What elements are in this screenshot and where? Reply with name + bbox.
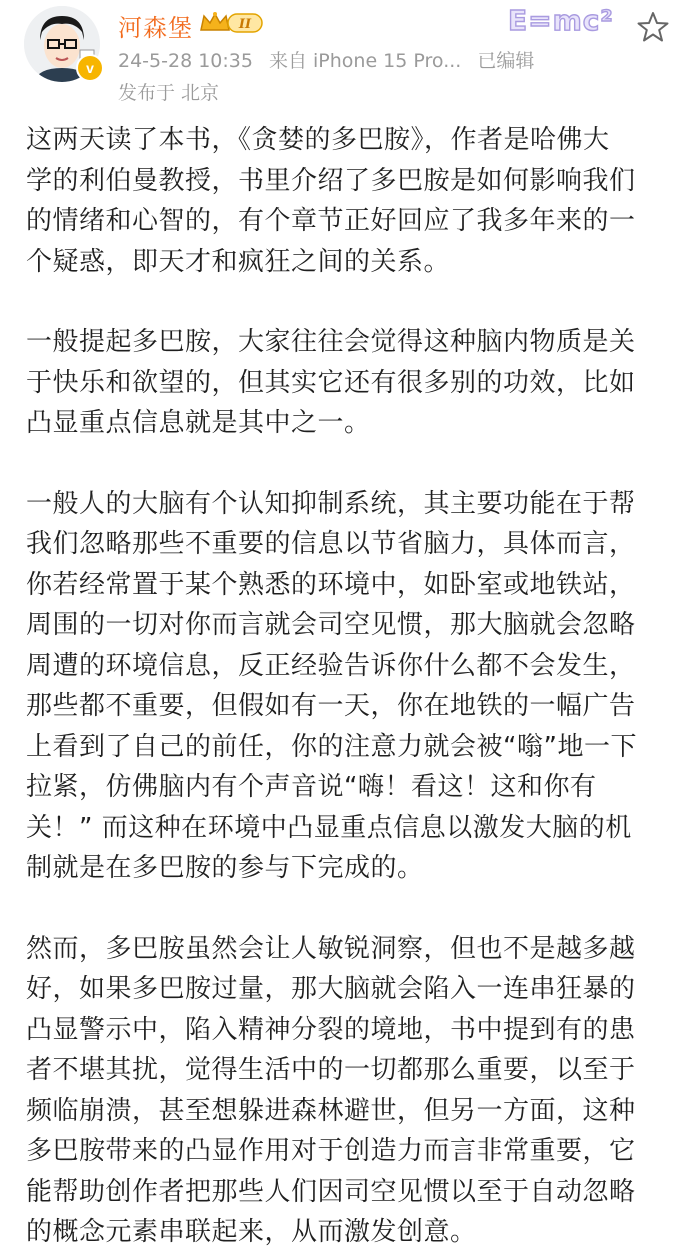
text-line: 制就是在多巴胺的参与下完成的。 (26, 853, 424, 883)
post-source: 来自 iPhone 15 Pro... (268, 50, 462, 72)
paragraph-4 (26, 929, 666, 1253)
post-meta (118, 46, 550, 73)
post-body (26, 120, 666, 1253)
text-line: 凸显警示中，陷入精神分裂的境地，书中提到有的患 (26, 1014, 636, 1045)
verified-badge-icon: v (76, 54, 104, 82)
text-line: 拉紧，仿佛脑内有个声音说“嗨！看这！这和你有 (26, 772, 597, 802)
text-line: 多巴胺带来的凸显作用对于创造力而言非常重要，它 (26, 1136, 636, 1166)
text-line: 这两天读了本书，《贪婪的多巴胺》，作者是哈佛大 (26, 125, 610, 155)
star-outline-icon[interactable] (636, 10, 670, 44)
text-line: 学的利伯曼教授，书里介绍了多巴胺是如何影响我们 (26, 165, 636, 196)
post-header (0, 0, 692, 110)
text-line: 好，如果多巴胺过量，那大脑就会陷入一连串狂暴的 (26, 974, 636, 1004)
text-line: 能帮助创作者把那些人们因司空见惯以至于自动忽略 (26, 1176, 636, 1207)
text-line: 的概念元素串联起来，从而激发创意。 (26, 1217, 477, 1247)
text-line: 于快乐和欲望的，但其实它还有很多别的功效，比如 (26, 367, 636, 398)
text-line: 然而，多巴胺虽然会让人敏锐洞察，但也不是越多越 (26, 933, 636, 964)
emc2-sticker-icon[interactable] (504, 0, 622, 40)
sticker-text: E=mc² (508, 4, 614, 37)
text-line: 个疑惑，即天才和疯狂之间的关系。 (26, 246, 451, 277)
text-line: 者不堪其扰，觉得生活中的一切都那么重要，以至于 (26, 1055, 636, 1085)
badge-level-text: II (238, 17, 252, 32)
text-line: 一般提起多巴胺，大家往往会觉得这种脑内物质是关 (26, 327, 636, 357)
text-line: 那些都不重要，但假如有一天，你在地铁的一幅广告 (26, 691, 636, 721)
text-line: 频临崩溃，甚至想躲进森林避世，但另一方面，这种 (26, 1095, 636, 1126)
text-line: 上看到了自己的前任，你的注意力就会被“嗡”地一下 (26, 731, 637, 762)
crown-level-badge-icon[interactable] (198, 10, 264, 36)
text-line: 的情绪和心智的，有个章节正好回应了我多年来的一 (26, 206, 636, 236)
paragraph-1 (26, 120, 666, 282)
text-line: 周围的一切对你而言就会司空见惯，那大脑就会忽略 (26, 610, 636, 640)
post-timestamp: 24-5-28 10:35 (118, 50, 253, 72)
text-line: 你若经常置于某个熟悉的环境中，如卧室或地铁站， (26, 569, 636, 600)
text-line: 我们忽略那些不重要的信息以节省脑力，具体而言， (26, 529, 636, 559)
text-line: 周遭的环境信息，反正经验告诉你什么都不会发生， (26, 650, 636, 681)
post-location: 发布于 北京 (118, 82, 220, 104)
text-line: 凸显重点信息就是其中之一。 (26, 408, 371, 438)
text-line: 关！” 而这种在环境中凸显重点信息以激发大脑的机 (26, 812, 632, 843)
paragraph-3 (26, 484, 666, 889)
author-name[interactable]: 河森堡 (118, 14, 193, 42)
text-line: 一般人的大脑有个认知抑制系统，其主要功能在于帮 (26, 488, 636, 519)
edited-label[interactable]: 已编辑 (477, 50, 535, 72)
paragraph-2 (26, 322, 666, 444)
